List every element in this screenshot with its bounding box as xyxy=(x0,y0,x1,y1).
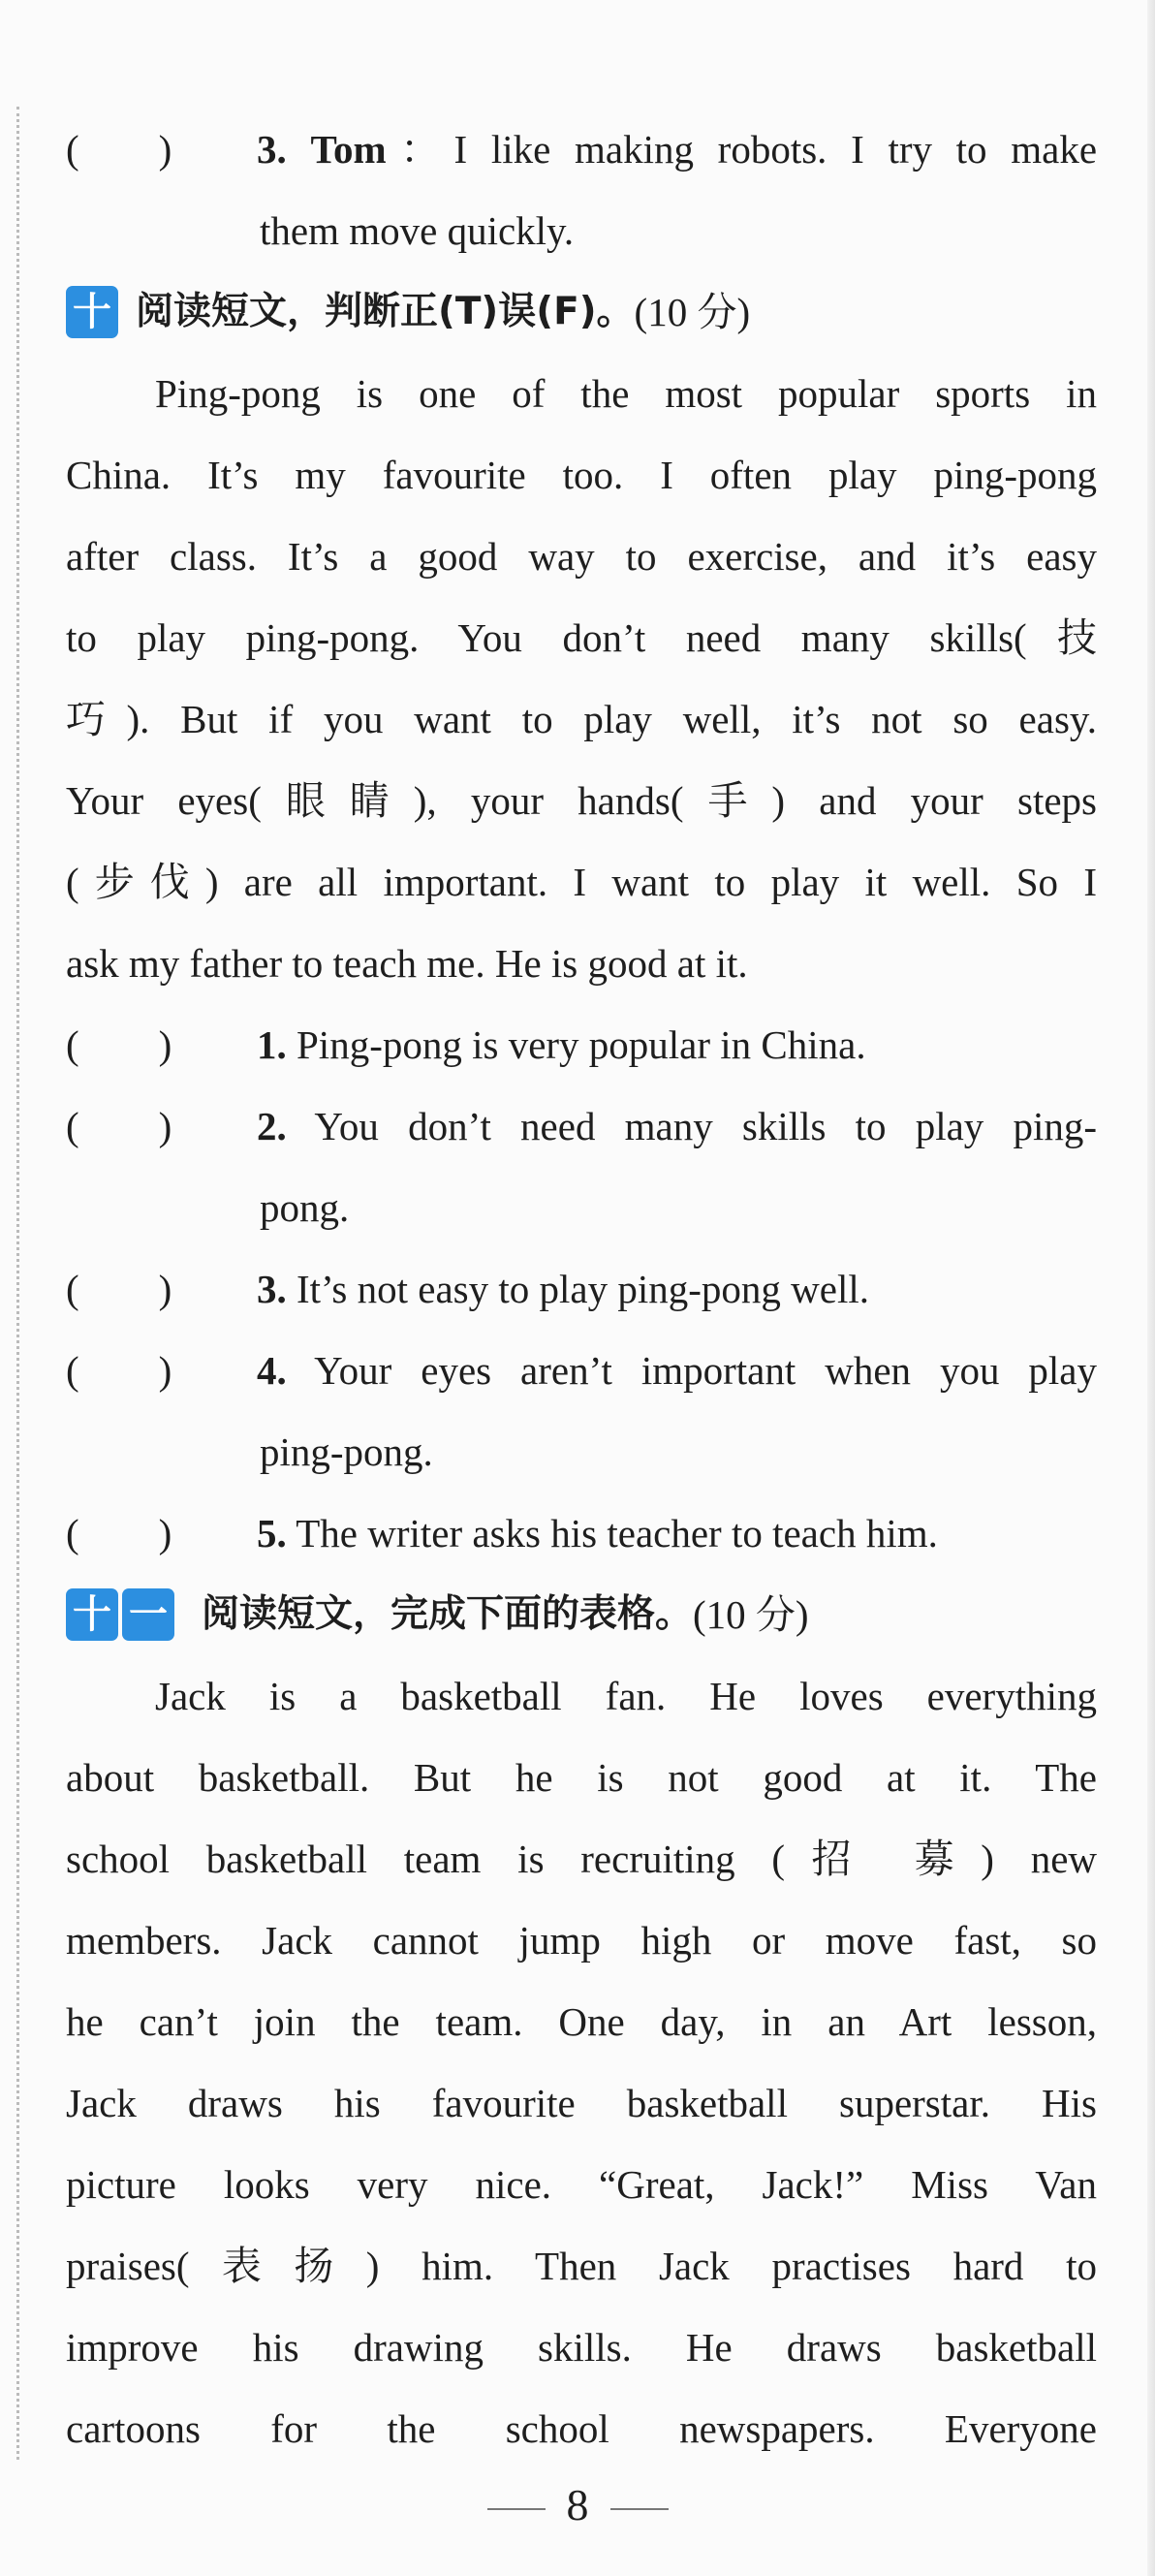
section-11-title: 阅读短文，完成下面的表格。 xyxy=(202,1592,694,1636)
answer-paren[interactable]: ( ) xyxy=(66,127,172,172)
question-row xyxy=(66,1085,1097,1167)
answer-paren[interactable]: ( ) xyxy=(66,1104,172,1148)
question-text xyxy=(257,1330,1097,1411)
question-number: 2. xyxy=(257,1104,287,1148)
page-right-shadow xyxy=(1147,0,1155,2576)
question-text xyxy=(257,109,1097,190)
page-binding-edge xyxy=(16,107,19,2460)
answer-paren[interactable]: ( ) xyxy=(66,1511,172,1555)
passage-line: Jack draws his favourite basketball superstar. His xyxy=(66,2081,1097,2125)
answer-paren[interactable]: ( ) xyxy=(66,1267,172,1311)
passage-line: ask my father to teach me. He is good at it. xyxy=(66,941,748,986)
question-number: 3. xyxy=(257,1267,287,1311)
passage-line: praises(表扬) him. Then Jack practises hard to xyxy=(66,2244,1097,2288)
passage-line: cartoons for the school newspapers. Everyone xyxy=(66,2406,1097,2451)
section-10-badge: 十 xyxy=(66,286,118,338)
passage-line: he can’t join the team. One day, in an Art lesson, xyxy=(66,1999,1097,2044)
footer-dash-right xyxy=(610,2508,669,2510)
question-text xyxy=(257,1492,1097,1574)
passage-line: improve his drawing skills. He draws basketball xyxy=(66,2325,1097,2370)
speaker-name: Tom xyxy=(310,127,387,172)
speaker-colon: ： xyxy=(386,127,454,172)
passage-line: (步伐) are all important. I want to play it well. So I xyxy=(66,860,1097,904)
question-number: 1. xyxy=(257,1022,287,1067)
section-10-title: 阅读短文，判断正(T)误(F)。 xyxy=(136,290,635,333)
passage-line: picture looks very nice. “Great, Jack!” Miss Van xyxy=(66,2162,1097,2207)
section-10-questions xyxy=(66,1004,1097,1574)
answer-paren[interactable]: ( ) xyxy=(66,1348,172,1393)
passage-line: after class. It’s a good way to exercise, and it’s easy xyxy=(66,534,1097,579)
question-body: It’s not easy to play ping-pong well. xyxy=(297,1267,869,1311)
question-row xyxy=(66,1492,1097,1574)
top-question xyxy=(66,109,1097,190)
passage-line: Ping-pong is one of the most popular sports in xyxy=(155,371,1097,416)
page-footer xyxy=(0,2462,1155,2549)
question-body: The writer asks his teacher to teach him. xyxy=(296,1511,938,1555)
passage-line: China. It’s my favourite too. I often play ping-pong xyxy=(66,453,1097,497)
passage-line: Your eyes(眼睛), your hands(手) and your steps xyxy=(66,778,1097,823)
question-number: 4. xyxy=(257,1348,287,1393)
question-row xyxy=(66,1330,1097,1411)
question-text xyxy=(257,1004,1097,1085)
section-11-badge-char: 一 xyxy=(122,1588,174,1641)
section-11-badge xyxy=(66,1588,178,1641)
passage-line: about basketball. But he is not good at it. The xyxy=(66,1755,1097,1800)
section-10-heading xyxy=(66,271,1097,353)
passage-line: members. Jack cannot jump high or move fast, so xyxy=(66,1918,1097,1963)
question-continuation: pong. xyxy=(260,1185,350,1230)
section-11-badge-char: 十 xyxy=(66,1588,118,1641)
passage-line: 巧). But if you want to play well, it’s not so easy. xyxy=(66,697,1097,741)
section-11-heading xyxy=(66,1574,1097,1655)
passage-line: to play ping-pong. You don’t need many skills(技 xyxy=(66,615,1097,660)
question-continuation: them move quickly. xyxy=(260,208,575,253)
question-row xyxy=(66,1248,1097,1330)
section-11-passage xyxy=(66,1655,1097,2469)
passage-line: Jack is a basketball fan. He loves everything xyxy=(155,1674,1097,1718)
question-text xyxy=(257,1085,1097,1167)
question-body: Ping-pong is very popular in China. xyxy=(297,1022,866,1067)
section-10-passage xyxy=(66,353,1097,1004)
question-body: You don’t need many skills to play ping- xyxy=(314,1104,1097,1148)
question-row xyxy=(66,1004,1097,1085)
passage-line: school basketball team is recruiting (招 募) new xyxy=(66,1837,1097,1881)
worksheet-page xyxy=(66,109,1097,2469)
footer-dash-left xyxy=(487,2508,546,2510)
question-body: Your eyes aren’t important when you play xyxy=(314,1348,1097,1393)
question-text xyxy=(257,1248,1097,1330)
question-number: 5. xyxy=(257,1511,287,1555)
section-11-score: (10 分) xyxy=(693,1592,809,1637)
answer-paren[interactable]: ( ) xyxy=(66,1022,172,1067)
question-body: I like making robots. I try to make xyxy=(453,127,1098,172)
question-number: 3. xyxy=(257,127,287,172)
page-number: 8 xyxy=(566,2480,589,2529)
question-continuation: ping-pong. xyxy=(260,1429,433,1474)
section-10-score: (10 分) xyxy=(634,290,751,334)
